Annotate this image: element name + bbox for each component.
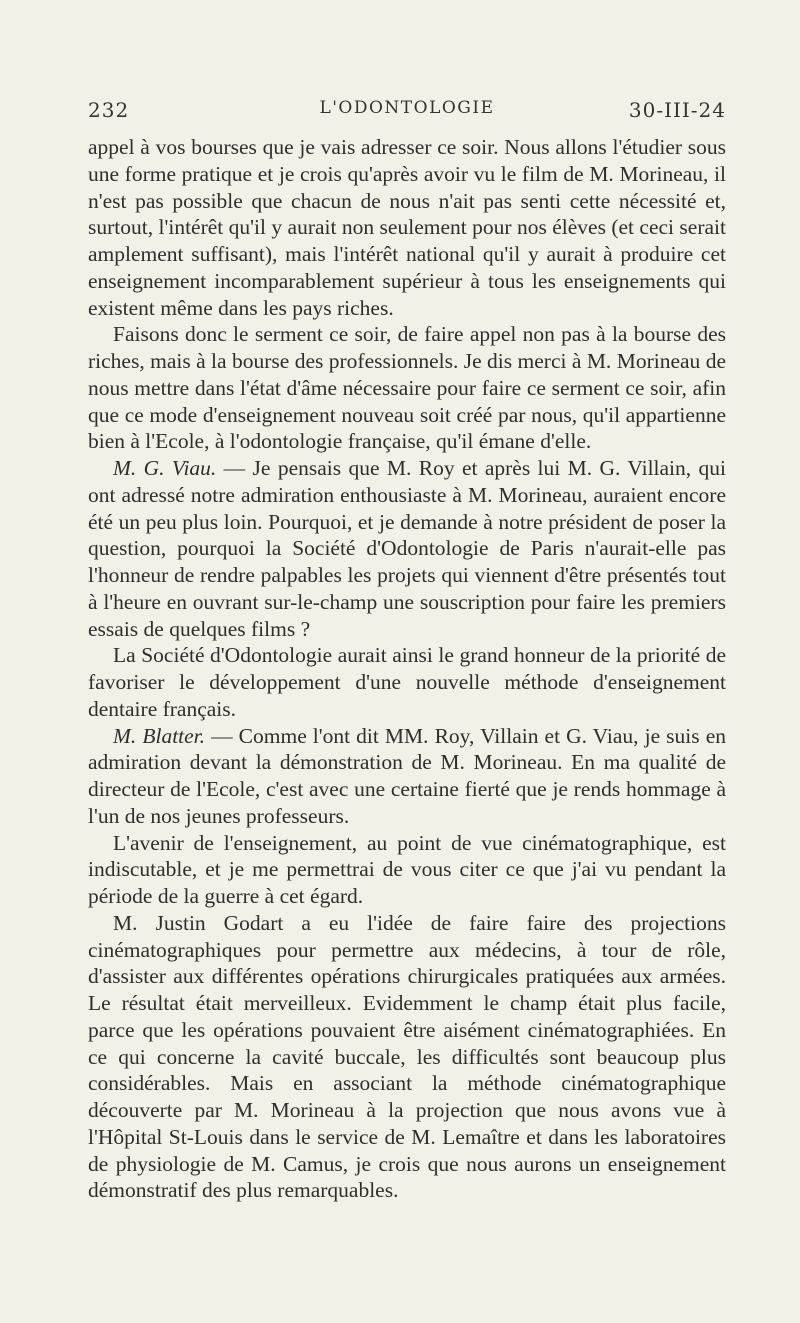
paragraph — [88, 455, 726, 642]
page-header — [88, 98, 726, 126]
speaker-name: M. G. Viau. — [113, 456, 217, 480]
paragraph — [88, 134, 726, 321]
paragraph-text: — Comme l'ont dit MM. Roy, Villain et G. Viau, je suis en admiration devant la démonstration de M. Morineau. En ma qualité de directeur de l'Ecole, c'est avec une certaine fierté que je rends hommage à l'un de nos jeunes professeurs. — [88, 723, 726, 828]
page-number: 232 — [88, 98, 130, 122]
paragraph-text: M. Justin Godart a eu l'idée de faire faire des projections cinématographiques pour permettre aux médecins, à tour de rôle, d'assister aux différentes opérations chirurgicales pratiquées aux armées. Le résultat était merveilleux. Evidemment le champ était plus facile, parce que les opérations pouvaient être aisément cinématographiées. En ce qui concerne la cavité buccale, les difficultés sont beaucoup plus considérables. Mais en associant la méthode cinématographique découverte par M. Morineau à la projection que nous avons vue à l'Hôpital St-Louis dans le service de M. Lemaître et dans les laboratoires de physiologie de M. Camus, je crois que nous aurons un enseignement démonstratif des plus remarquables. — [88, 910, 726, 1203]
paragraph-text: L'avenir de l'enseignement, au point de vue cinématographique, est indiscutable, et je me permettrai de vous citer ce que j'ai vu pendant la période de la guerre à cet égard. — [88, 830, 726, 908]
paragraph-text: appel à vos bourses que je vais adresser ce soir. Nous allons l'étudier sous une forme pratique et je crois qu'après avoir vu le film de M. Morineau, il n'est pas possible que chacun de nous n'ait pas senti cette nécessité et, surtout, l'intérêt qu'il y aurait non seulement pour nos élèves (et ceci serait amplement suffisant), mais l'intérêt national qu'il y aurait à produire cet enseignement incomparablement supérieur à tous les enseignements qui existent même dans les pays riches. — [88, 135, 726, 320]
body-text — [88, 134, 726, 1204]
paragraph-text: Faisons donc le serment ce soir, de faire appel non pas à la bourse des riches, mais à la bourse des professionnels. Je dis merci à M. Morineau de nous mettre dans l'état d'âme nécessaire pour faire ce serment ce soir, afin que ce mode d'enseignement nouveau soit créé par nous, qu'il appartienne bien à l'Ecole, à l'odontologie française, qu'il émane d'elle. — [88, 322, 726, 454]
paragraph — [88, 723, 726, 830]
paragraph-text: — Je pensais que M. Roy et après lui M. G. Villain, qui ont adressé notre admiration enthousiaste à M. Morineau, auraient encore été un peu plus loin. Pourquoi, et je demande à notre président de poser la question, pourquoi la Société d'Odontologie de Paris n'aurait-elle pas l'honneur de rendre palpables les projets qui viennent d'être présentés tout à l'heure en ouvrant sur-le-champ une souscription pour faire les premiers essais de quelques films ? — [88, 456, 726, 641]
paragraph — [88, 642, 726, 722]
paragraph-text: La Société d'Odontologie aurait ainsi le grand honneur de la priorité de favoriser le développement d'une nouvelle méthode d'enseignement dentaire français. — [88, 643, 726, 721]
issue-date: 30-III-24 — [628, 98, 726, 122]
speaker-name: M. Blatter. — [113, 723, 206, 748]
running-title: L'ODONTOLOGIE — [319, 98, 495, 118]
paragraph — [88, 321, 726, 455]
paragraph — [88, 910, 726, 1204]
paragraph — [88, 830, 726, 910]
